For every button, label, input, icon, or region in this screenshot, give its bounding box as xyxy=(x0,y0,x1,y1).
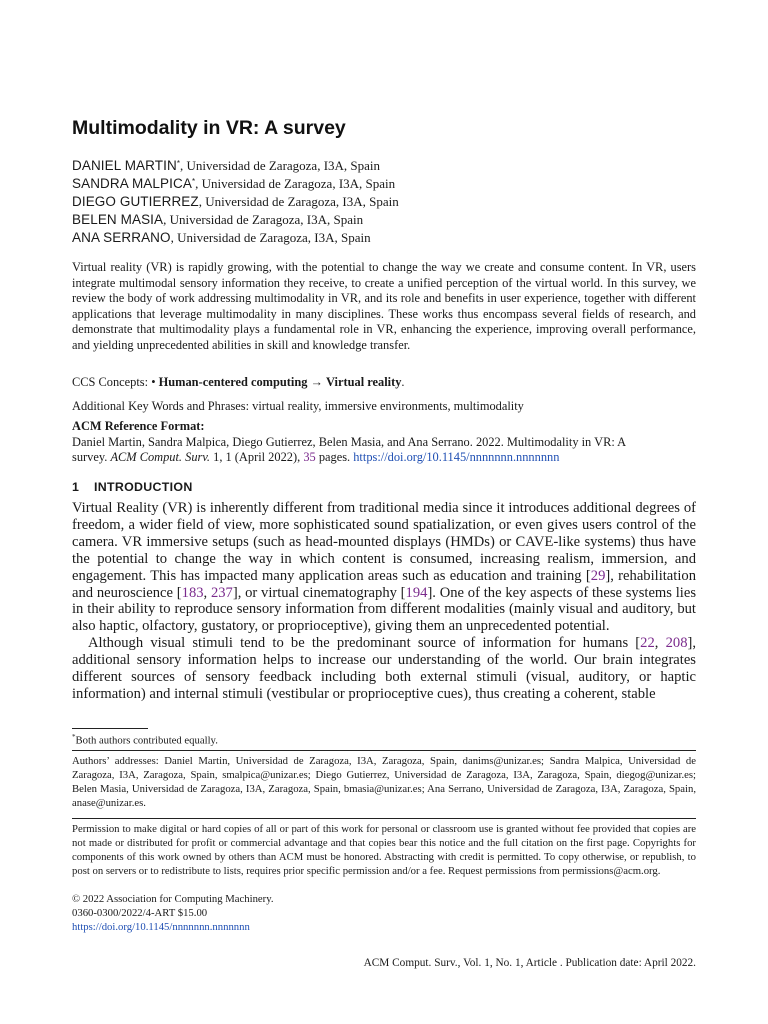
author-entry: DANIEL MARTIN*, Universidad de Zaragoza, I3A, Spain xyxy=(72,158,381,173)
author-name: SANDRA MALPICA* xyxy=(72,176,196,191)
author-affiliation: Universidad de Zaragoza, I3A, Spain xyxy=(205,194,399,209)
footer-doi xyxy=(72,921,696,935)
permission-notice: Permission to make digital or hard copies of all or part of this work for personal or classroom use is granted without fee provided that copies are not made or distributed for profit or commercial advantage and that copies bear this notice and the full citation on the first page. Copyrights for components of this work owned by others than ACM must be honored. Abstracting with credit is permitted. To copy otherwise, or republish, to post on servers or to redistribute to lists, requires prior specific permission and/or a fee. Request permissions from permissions@acm.org. xyxy=(72,823,696,877)
keywords: Additional Key Words and Phrases: virtual reality, immersive environments, multimodality xyxy=(72,399,524,413)
section-heading: 1 INTRODUCTION xyxy=(72,480,193,494)
issn: 0360-0300/2022/4-ART $15.00 xyxy=(72,907,208,919)
author-affiliation: Universidad de Zaragoza, I3A, Spain xyxy=(177,230,371,245)
reference-heading: ACM Reference Format: xyxy=(72,419,205,433)
copyright: © 2022 Association for Computing Machinery. xyxy=(72,893,274,905)
paragraph: Although visual stimuli tend to be the predominant source of information for humans [22, 208], additional sensory information helps to increase our understanding of the world. Our brain integrates different sources of sensory feedback including both external stimuli (visual, auditory, or haptic information) and internal stimuli (vestibular or proprioceptive cues), thus creating a coherent, stable xyxy=(72,635,697,702)
author-affiliation: Universidad de Zaragoza, I3A, Spain xyxy=(169,212,364,227)
footnote-rule xyxy=(72,728,148,729)
citation-link[interactable]: 22 xyxy=(640,635,655,652)
paragraph: Virtual Reality (VR) is inherently different from traditional media since it introduces additional degrees of freedom, a wider field of view, more sophisticated sound spatialization, or even gives users control of the camera. VR immersive setups (such as head-mounted displays (HMDs) or CAVE-like systems) thus have the potential to change the way in which content is consumed, increasing realism, immersion, and engagement. This has impacted many application areas such as education and training [29], rehabilitation and neuroscience [183, 237], or virtual cinematography [194]. One of the key aspects of these systems lies in their ability to reproduce sensory information from different modalities (mainly visual and auditory, but also haptic, olfactory, gustatory, or proprioceptive), giving them an unprecedented potential. xyxy=(72,500,696,635)
citation-link[interactable]: 208 xyxy=(665,635,688,652)
divider xyxy=(72,818,696,819)
author-entry: BELEN MASIA, Universidad de Zaragoza, I3A, Spain xyxy=(72,212,364,227)
authors-addresses: Authors’ addresses: Daniel Martin, Universidad de Zaragoza, I3A, Zaragoza, Spain, danims@unizar.es; Sandra Malpica, Universidad de Zaragoza, I3A, Zaragoza, Spain, smalpica@unizar.es; Diego Gutierrez, Universidad de Zaragoza, I3A, Zaragoza, Spain, diegog@unizar.es; Belen Masia, Universidad de Zaragoza, I3A, Zaragoza, Spain, bmasia@unizar.es; Ana Serrano, Universidad de Zaragoza, I3A, Zaragoza, Spain, anase@unizar.es. xyxy=(72,755,696,809)
author-entry: DIEGO GUTIERREZ, Universidad de Zaragoza, I3A, Spain xyxy=(72,194,399,209)
footnote: *Both authors contributed equally. xyxy=(72,733,218,747)
author-name: ANA SERRANO xyxy=(72,230,171,245)
citation-link[interactable]: 237 xyxy=(210,584,233,601)
author-affiliation: Universidad de Zaragoza, I3A, Spain xyxy=(186,158,381,173)
author-name: DIEGO GUTIERREZ xyxy=(72,194,199,209)
author-affiliation: Universidad de Zaragoza, I3A, Spain xyxy=(201,176,396,191)
running-footer: ACM Comput. Surv., Vol. 1, No. 1, Article . Publication date: April 2022. xyxy=(363,957,696,969)
paper-page xyxy=(72,0,696,1024)
author-entry: SANDRA MALPICA*, Universidad de Zaragoza, I3A, Spain xyxy=(72,176,396,191)
author-name: BELEN MASIA xyxy=(72,212,164,227)
abstract: Virtual reality (VR) is rapidly growing, with the potential to change the way we create and consume content. In VR, users integrate multimodal sensory information they receive, to create a unified perception of the virtual world. In this survey, we review the body of work addressing multimodality in VR, and its role and benefits in user experience, together with different applications that leverage multimodality in many disciplines. These works thus encompass several fields of research, and demonstrate that multimodality plays a fundamental role in VR, enhancing the experience, improving overall performance, and yielding unprecedented abilities in skill and knowledge transfer. xyxy=(72,260,696,352)
paper-title: Multimodality in VR: A survey xyxy=(72,117,346,139)
citation-link[interactable]: 194 xyxy=(405,584,428,601)
author-list xyxy=(72,157,696,247)
doi-link[interactable]: https://doi.org/10.1145/nnnnnnn.nnnnnnn xyxy=(353,450,560,465)
doi-link[interactable]: https://doi.org/10.1145/nnnnnnn.nnnnnnn xyxy=(72,921,250,933)
pages-link[interactable]: 35 xyxy=(303,450,316,465)
citation-link[interactable]: 29 xyxy=(590,567,606,584)
author-name: DANIEL MARTIN* xyxy=(72,158,181,173)
author-entry: ANA SERRANO, Universidad de Zaragoza, I3A, Spain xyxy=(72,230,371,245)
body-text xyxy=(72,500,696,703)
citation-link[interactable]: 183 xyxy=(181,584,204,601)
acm-reference: ACM Reference Format: Daniel Martin, Sandra Malpica, Diego Gutierrez, Belen Masia, and Ana Serrano. 2022. Multimodality in VR: A survey. ACM Comput. Surv. 1, 1 (April 2022), 35 pages. https://doi.org/10.1145/nnnnnnn.nnnnnnn xyxy=(72,419,627,465)
divider xyxy=(72,750,696,751)
ccs-concepts: CCS Concepts: • Human-centered computing → Virtual reality. xyxy=(72,375,405,389)
